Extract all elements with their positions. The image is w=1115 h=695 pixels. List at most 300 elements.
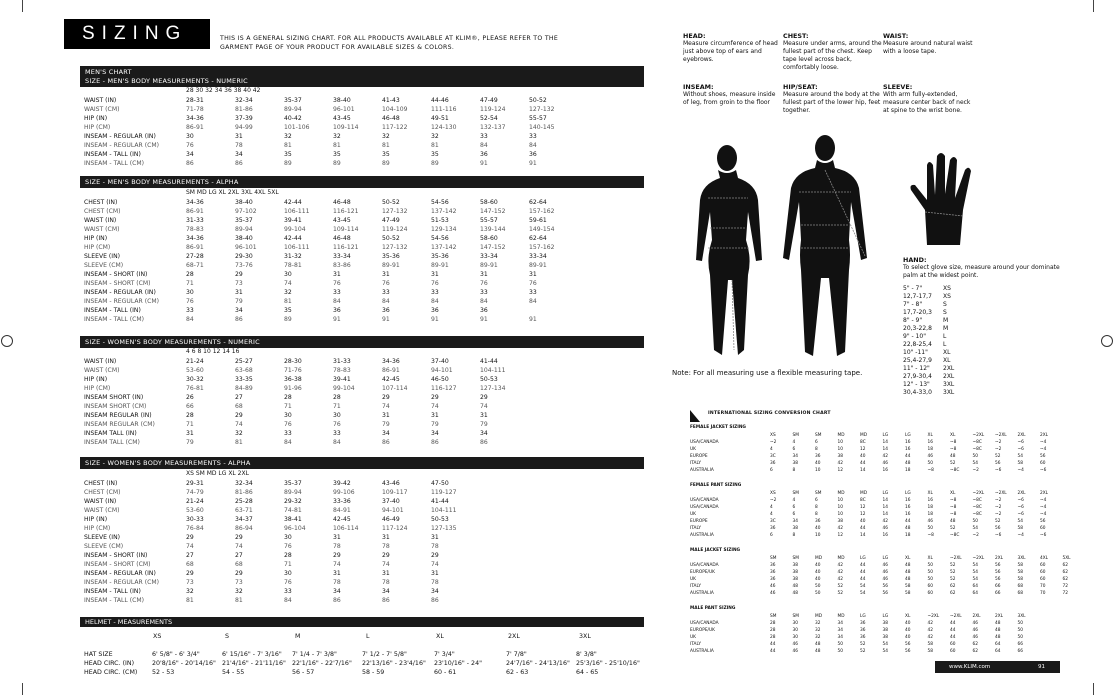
cell-value: 84 bbox=[431, 298, 439, 305]
cell-value: 28 bbox=[186, 271, 194, 278]
conversion-cell: 8 bbox=[815, 512, 818, 517]
cell-value: 34-36 bbox=[186, 115, 204, 122]
conversion-label: ITALY bbox=[690, 584, 701, 589]
conversion-cell: 46 bbox=[882, 461, 888, 466]
conversion-cell: ~2XL bbox=[972, 556, 985, 561]
table-row bbox=[84, 105, 578, 114]
cell-value: 30 bbox=[284, 534, 292, 541]
table-row bbox=[84, 252, 578, 261]
conversion-cell: 50 bbox=[927, 570, 933, 575]
conversion-cell: ~6 bbox=[995, 468, 1002, 473]
conversion-cell: 56 bbox=[995, 563, 1001, 568]
sleeve-text: With arm fully-extended, measure center back of neck at spine to the wrist bone. bbox=[883, 91, 971, 114]
conversion-cell: 46 bbox=[882, 577, 888, 582]
glove-row bbox=[903, 341, 954, 349]
cell-value: 31-32 bbox=[284, 253, 302, 260]
conversion-cell: 30 bbox=[792, 635, 798, 640]
row-label: CHEST (IN) bbox=[84, 480, 118, 487]
conversion-cell: 62 bbox=[950, 584, 956, 589]
womens-numeric-table bbox=[84, 357, 529, 447]
sleeve-instructions bbox=[883, 83, 975, 115]
cell-value: 47-49 bbox=[382, 217, 400, 224]
cell-value: 99-104 bbox=[284, 226, 306, 233]
cell-value: 119-124 bbox=[480, 106, 506, 113]
cell-value: 76 bbox=[186, 142, 194, 149]
cell-value: 33-35 bbox=[235, 376, 253, 383]
conversion-cell: ~8C bbox=[972, 440, 982, 445]
cell-value: 84 bbox=[382, 298, 390, 305]
conversion-cell: 50 bbox=[837, 642, 843, 647]
glove-row bbox=[903, 373, 954, 381]
cell-value: 32 bbox=[186, 588, 194, 595]
row-label: INSEAM - REGULAR (CM) bbox=[84, 579, 159, 586]
cell-value: 43-46 bbox=[382, 480, 400, 487]
row-label: INSEAM - TALL (CM) bbox=[84, 316, 144, 323]
conversion-cell: 38 bbox=[837, 454, 843, 459]
cell-value: 43-45 bbox=[333, 115, 351, 122]
cell-value: 62-64 bbox=[529, 235, 547, 242]
cell-value: 78-81 bbox=[284, 262, 302, 269]
conversion-cell: 70 bbox=[1040, 591, 1046, 596]
cell-value: 30 bbox=[284, 570, 292, 577]
cell-value: 50-52 bbox=[382, 199, 400, 206]
conversion-cell: 38 bbox=[792, 563, 798, 568]
cell-value: 38-40 bbox=[333, 97, 351, 104]
glove-size: 2XL bbox=[943, 365, 955, 372]
conversion-cell: ~4 bbox=[1040, 498, 1047, 503]
conversion-cell: ~8C bbox=[972, 512, 982, 517]
cell-value: 41-44 bbox=[480, 358, 498, 365]
cell-value: 107-114 bbox=[382, 385, 408, 392]
cell-value: 71 bbox=[284, 403, 292, 410]
conversion-cell: 5XL bbox=[1062, 556, 1071, 561]
conversion-cell: ~8 bbox=[927, 468, 934, 473]
conversion-cell: 38 bbox=[882, 621, 888, 626]
cell-value: 46-48 bbox=[382, 115, 400, 122]
cell-value: 74 bbox=[382, 403, 390, 410]
cell-value: 54-56 bbox=[431, 199, 449, 206]
conversion-label: EUROPE bbox=[690, 454, 708, 459]
cell-value: 94-101 bbox=[382, 507, 404, 514]
table-row bbox=[84, 569, 480, 578]
conversion-cell: 48 bbox=[950, 454, 956, 459]
cell-value: 86 bbox=[382, 597, 390, 604]
cell-value: 30 bbox=[186, 289, 194, 296]
row-label: HAT SIZE bbox=[84, 651, 113, 658]
conversion-cell: 54 bbox=[860, 591, 866, 596]
cell-value: 78 bbox=[235, 142, 243, 149]
conversion-cell: SM bbox=[792, 491, 799, 496]
conversion-cell: 56 bbox=[882, 584, 888, 589]
footer-url: www.KLIM.com bbox=[949, 664, 991, 670]
conversion-cell: ~2 bbox=[995, 505, 1002, 510]
cell-value: 157-162 bbox=[529, 244, 555, 251]
cell-value: 147-152 bbox=[480, 208, 506, 215]
glove-measure: 30,4-33,0 bbox=[903, 389, 932, 396]
cell-value: 79 bbox=[431, 421, 439, 428]
conversion-cell: 2XL bbox=[1040, 433, 1049, 438]
conversion-cell: 32 bbox=[815, 628, 821, 633]
cell-value: 81 bbox=[186, 597, 194, 604]
conversion-row bbox=[690, 555, 1085, 562]
conversion-cell: 6 bbox=[792, 447, 796, 452]
cell-value: 35-37 bbox=[284, 480, 302, 487]
conversion-cell: 40 bbox=[905, 635, 911, 640]
conversion-cell: 58 bbox=[1017, 570, 1023, 575]
cell-value: 31 bbox=[333, 570, 341, 577]
cell-value: 54-56 bbox=[431, 235, 449, 242]
cell-value: 76 bbox=[333, 280, 341, 287]
cell-value: 46-49 bbox=[382, 516, 400, 523]
glove-measure: 17,7-20,3 bbox=[903, 309, 932, 316]
conversion-group-title: FEMALE PANT SIZING bbox=[690, 483, 742, 488]
cell-value: 68-71 bbox=[186, 262, 204, 269]
section-title: SIZE - WOMEN'S BODY MEASUREMENTS - ALPHA bbox=[85, 459, 251, 467]
conversion-cell: 40 bbox=[905, 621, 911, 626]
conversion-cell: 2XL bbox=[1040, 491, 1049, 496]
cell-value: 53-60 bbox=[186, 507, 204, 514]
conversion-row bbox=[690, 446, 1063, 453]
cell-value: 21-24 bbox=[186, 498, 204, 505]
cell-value: 129-134 bbox=[431, 226, 457, 233]
cell-value: 31 bbox=[431, 271, 439, 278]
cell-value: 76 bbox=[529, 280, 537, 287]
table-row bbox=[84, 533, 480, 542]
table-row bbox=[84, 132, 578, 141]
cell-value: 96-104 bbox=[284, 525, 306, 532]
cell-value: 68 bbox=[235, 403, 243, 410]
cell-value: 29-32 bbox=[284, 498, 302, 505]
cell-value: 31 bbox=[382, 570, 390, 577]
row-label: WAIST (IN) bbox=[84, 97, 117, 104]
row-label: SLEEVE (CM) bbox=[84, 262, 124, 269]
cell-value: 96-101 bbox=[333, 106, 355, 113]
conversion-cell: 6 bbox=[815, 498, 818, 503]
cell-value: 89 bbox=[284, 160, 292, 167]
table-row bbox=[84, 315, 578, 324]
cell-value: 106-111 bbox=[284, 244, 310, 251]
conversion-row bbox=[690, 569, 1085, 576]
conversion-row bbox=[690, 590, 1085, 597]
cell-value: 59-61 bbox=[529, 217, 547, 224]
cell-value: 34 bbox=[382, 430, 390, 437]
conversion-cell: 10 bbox=[837, 512, 843, 517]
conversion-cell: 14 bbox=[882, 447, 888, 452]
conversion-cell: 46 bbox=[770, 591, 776, 596]
conversion-cell: ~8 bbox=[950, 440, 957, 445]
cell-value: 76 bbox=[382, 280, 390, 287]
cell-value: 89-91 bbox=[529, 262, 547, 269]
conversion-cell: 50 bbox=[927, 526, 933, 531]
cell-value: 42-45 bbox=[333, 516, 351, 523]
conversion-cell: 6 bbox=[770, 533, 773, 538]
cell-value: 7' 1/2 - 7' 5/8" bbox=[362, 651, 407, 658]
cell-value: 31 bbox=[480, 412, 488, 419]
cell-value: 35 bbox=[382, 151, 390, 158]
cell-value: 91 bbox=[382, 316, 390, 323]
cell-value: 89-91 bbox=[382, 262, 400, 269]
table-row bbox=[84, 497, 480, 506]
conversion-cell: SM bbox=[792, 433, 799, 438]
conversion-cell: XS bbox=[770, 433, 776, 438]
conversion-cell: 40 bbox=[860, 519, 866, 524]
conversion-cell: 48 bbox=[995, 628, 1001, 633]
cell-value: 111-116 bbox=[431, 106, 457, 113]
conversion-cell: XL bbox=[927, 433, 933, 438]
conversion-cell: 32 bbox=[815, 621, 821, 626]
glove-size: S bbox=[943, 301, 947, 308]
conversion-cell: 38 bbox=[837, 519, 843, 524]
conversion-cell: 16 bbox=[882, 533, 888, 538]
row-label: WAIST (CM) bbox=[84, 507, 120, 514]
row-label: HIP (CM) bbox=[84, 525, 111, 532]
cell-value: 157-162 bbox=[529, 208, 555, 215]
conversion-cell: 62 bbox=[972, 642, 978, 647]
conversion-cell: 38 bbox=[792, 461, 798, 466]
cell-value: 34-36 bbox=[382, 358, 400, 365]
cell-value: 20'8/16" - 20'14/16" bbox=[152, 660, 216, 667]
page-number: 91 bbox=[1038, 664, 1045, 670]
conversion-cell: 36 bbox=[770, 563, 776, 568]
conversion-row bbox=[690, 532, 1063, 539]
cell-value: 86-91 bbox=[186, 208, 204, 215]
glove-size: XL bbox=[943, 357, 951, 364]
conversion-cell: ~2 bbox=[995, 440, 1002, 445]
cell-value: 29 bbox=[186, 570, 194, 577]
cell-value: 50-52 bbox=[529, 97, 547, 104]
cell-value: 71 bbox=[333, 403, 341, 410]
conversion-cell: 36 bbox=[770, 570, 776, 575]
table-row bbox=[84, 393, 529, 402]
conversion-cell: XL bbox=[927, 491, 933, 496]
helmet-size-label: 3XL bbox=[579, 633, 591, 640]
cell-value: 54 - 55 bbox=[222, 669, 245, 676]
cell-value: 62 - 63 bbox=[506, 669, 529, 676]
conversion-cell: ~2 bbox=[972, 533, 979, 538]
glove-row bbox=[903, 365, 954, 373]
conversion-label: AUSTRALIA bbox=[690, 649, 714, 654]
cell-value: 139-144 bbox=[480, 226, 506, 233]
cell-value: 84 bbox=[480, 298, 488, 305]
cell-value: 51-53 bbox=[431, 217, 449, 224]
table-row bbox=[84, 216, 578, 225]
conversion-cell: 52 bbox=[860, 649, 866, 654]
conversion-cell: 52 bbox=[950, 570, 956, 575]
intro-text: THIS IS A GENERAL SIZING CHART. FOR ALL PRODUCTS AVAILABLE AT KLIM®, PLEASE REFER TO THE GARMENT PAGE OF YOUR PRODUCT FOR AVAILABLE SIZES & COLORS. bbox=[220, 35, 559, 51]
cell-value: 74 bbox=[431, 403, 439, 410]
cell-value: 52 - 53 bbox=[152, 669, 175, 676]
conversion-cell: ~4 bbox=[1040, 505, 1047, 510]
cell-value: 86 bbox=[382, 439, 390, 446]
waist-title: WAIST: bbox=[883, 32, 909, 40]
table-row bbox=[84, 429, 529, 438]
cell-value: 74-79 bbox=[186, 489, 204, 496]
cell-value: 34 bbox=[382, 588, 390, 595]
conversion-cell: MD bbox=[815, 614, 823, 619]
cell-value: 38-40 bbox=[235, 199, 253, 206]
conversion-cell: 70 bbox=[1040, 584, 1046, 589]
cell-value: 37-40 bbox=[382, 498, 400, 505]
conversion-cell: 40 bbox=[860, 454, 866, 459]
conversion-label: UK bbox=[690, 447, 696, 452]
conversion-cell: 28 bbox=[770, 635, 776, 640]
glove-size: L bbox=[943, 333, 947, 340]
conversion-cell: 42 bbox=[837, 526, 843, 531]
conversion-cell: 52 bbox=[950, 563, 956, 568]
cell-value: 22'13/16" - 23'4/16" bbox=[362, 660, 426, 667]
conversion-cell: 10 bbox=[837, 505, 843, 510]
table-row bbox=[84, 279, 578, 288]
cell-value: 71-76 bbox=[284, 367, 302, 374]
cell-value: 29 bbox=[382, 394, 390, 401]
conversion-cell: 52 bbox=[995, 454, 1001, 459]
conversion-cell: 2XL bbox=[1017, 433, 1026, 438]
cell-value: 76-81 bbox=[186, 385, 204, 392]
cell-value: 29 bbox=[235, 412, 243, 419]
conversion-row bbox=[690, 460, 1063, 467]
cell-value: 99-104 bbox=[333, 385, 355, 392]
cell-value: 32 bbox=[284, 133, 292, 140]
conversion-cell: 36 bbox=[770, 526, 776, 531]
cell-value: 25'3/16" - 25'10/16" bbox=[576, 660, 640, 667]
conversion-cell: ~8 bbox=[950, 498, 957, 503]
cell-value: 27 bbox=[186, 552, 194, 559]
cell-value: 31 bbox=[480, 271, 488, 278]
cell-value: 30 bbox=[284, 412, 292, 419]
conversion-cell: 38 bbox=[882, 635, 888, 640]
mens-numeric-table bbox=[84, 96, 578, 168]
glove-size: M bbox=[943, 317, 949, 324]
cell-value: 71 bbox=[186, 280, 194, 287]
section-header bbox=[80, 336, 644, 348]
section-title: SIZE - MEN'S BODY MEASUREMENTS - NUMERIC bbox=[85, 77, 248, 85]
conversion-cell: ~2XL bbox=[972, 433, 985, 438]
conversion-cell: ~2 bbox=[770, 498, 777, 503]
conversion-cell: 30 bbox=[792, 628, 798, 633]
conversion-cell: 10 bbox=[815, 533, 821, 538]
cell-value: 25-28 bbox=[235, 498, 253, 505]
helmet-size-label: S bbox=[225, 633, 229, 640]
conversion-cell: MD bbox=[837, 433, 845, 438]
glove-row bbox=[903, 285, 954, 293]
row-label: INSEAM - SHORT (CM) bbox=[84, 561, 151, 568]
cell-value: 29 bbox=[382, 552, 390, 559]
cell-value: 35 bbox=[284, 307, 292, 314]
cell-value: 33 bbox=[480, 289, 488, 296]
conversion-cell: 58 bbox=[905, 584, 911, 589]
conversion-cell: MD bbox=[860, 491, 868, 496]
hip-instructions bbox=[783, 83, 883, 115]
mens-chart-header bbox=[80, 66, 644, 87]
row-label: INSEAM REGULAR (CM) bbox=[84, 421, 155, 428]
conversion-cell: 16 bbox=[905, 498, 911, 503]
table-row bbox=[84, 506, 480, 515]
cell-value: 79 bbox=[186, 439, 194, 446]
cell-value: 8' 3/8" bbox=[576, 651, 597, 658]
cell-value: 71 bbox=[284, 561, 292, 568]
conversion-cell: 48 bbox=[905, 461, 911, 466]
conversion-cell: 6 bbox=[815, 440, 818, 445]
helmet-size-label: L bbox=[366, 633, 370, 640]
cell-value: 42-45 bbox=[382, 376, 400, 383]
cell-value: 76 bbox=[333, 421, 341, 428]
hand-text: To select glove size, measure around your dominate palm at the widest point. bbox=[903, 264, 1060, 279]
conversion-cell: 48 bbox=[905, 563, 911, 568]
row-label: INSEAM - SHORT (IN) bbox=[84, 271, 148, 278]
female-figure-icon bbox=[672, 140, 782, 365]
conversion-cell: 46 bbox=[882, 563, 888, 568]
conversion-cell: 60 bbox=[1040, 563, 1046, 568]
cell-value: 33-36 bbox=[333, 498, 351, 505]
conversion-cell: 2XL bbox=[1017, 491, 1026, 496]
conversion-cell: 60 bbox=[950, 642, 956, 647]
cell-value: 39-41 bbox=[333, 376, 351, 383]
conversion-row bbox=[690, 525, 1063, 532]
cell-value: 84 bbox=[186, 316, 194, 323]
conversion-cell: 42 bbox=[837, 563, 843, 568]
cell-value: 34-36 bbox=[186, 199, 204, 206]
conversion-cell: 44 bbox=[860, 570, 866, 575]
chest-title: CHEST: bbox=[783, 32, 809, 40]
cell-value: 83-86 bbox=[333, 262, 351, 269]
cell-value: 84 bbox=[333, 298, 341, 305]
conversion-cell: 50 bbox=[927, 563, 933, 568]
cell-value: 137-142 bbox=[431, 244, 457, 251]
section-title: SIZE - MEN'S BODY MEASUREMENTS - ALPHA bbox=[85, 178, 239, 186]
conversion-cell: 44 bbox=[950, 621, 956, 626]
conversion-cell: SM bbox=[792, 556, 799, 561]
row-label: INSEAM - TALL (CM) bbox=[84, 597, 144, 604]
conversion-cell: ~6 bbox=[1040, 533, 1047, 538]
glove-row bbox=[903, 357, 954, 365]
conversion-cell: 14 bbox=[882, 440, 888, 445]
cell-value: 149-154 bbox=[529, 226, 555, 233]
hand-instructions bbox=[903, 256, 1073, 280]
conversion-cell: 58 bbox=[1017, 526, 1023, 531]
conversion-cell: 34 bbox=[837, 621, 843, 626]
conversion-row bbox=[690, 620, 1040, 627]
conversion-cell: 40 bbox=[815, 563, 821, 568]
cell-value: 74 bbox=[431, 561, 439, 568]
conversion-row bbox=[690, 432, 1063, 439]
cell-value: 33 bbox=[431, 289, 439, 296]
cell-value: 119-127 bbox=[431, 489, 457, 496]
conversion-cell: 54 bbox=[860, 584, 866, 589]
table-row bbox=[84, 123, 578, 132]
hip-text: Measure around the body at the fullest part of the lower hip, feet together. bbox=[783, 91, 881, 114]
conversion-label: USA/CANADA bbox=[690, 621, 719, 626]
conversion-cell: ~6 bbox=[1017, 512, 1024, 517]
row-label: SLEEVE (IN) bbox=[84, 534, 121, 541]
conversion-cell: 48 bbox=[815, 642, 821, 647]
inseam-title: INSEAM: bbox=[683, 83, 714, 91]
conversion-cell: 16 bbox=[927, 498, 933, 503]
registration-mark-icon bbox=[1101, 335, 1113, 347]
cell-value: 91 bbox=[480, 316, 488, 323]
conversion-label: UK bbox=[690, 512, 696, 517]
conversion-cell: 34 bbox=[837, 635, 843, 640]
cell-value: 58 - 59 bbox=[362, 669, 385, 676]
cell-value: 21'4/16" - 21'11/16" bbox=[222, 660, 286, 667]
table-row bbox=[84, 198, 578, 207]
cell-value: 89-94 bbox=[284, 106, 302, 113]
row-label: HIP (CM) bbox=[84, 124, 111, 131]
helmet-size-label: M bbox=[295, 633, 301, 640]
conversion-cell: ~8C bbox=[972, 505, 982, 510]
cell-value: 89-91 bbox=[431, 262, 449, 269]
row-label: WAIST (CM) bbox=[84, 367, 120, 374]
conversion-cell: ~4 bbox=[1017, 468, 1024, 473]
